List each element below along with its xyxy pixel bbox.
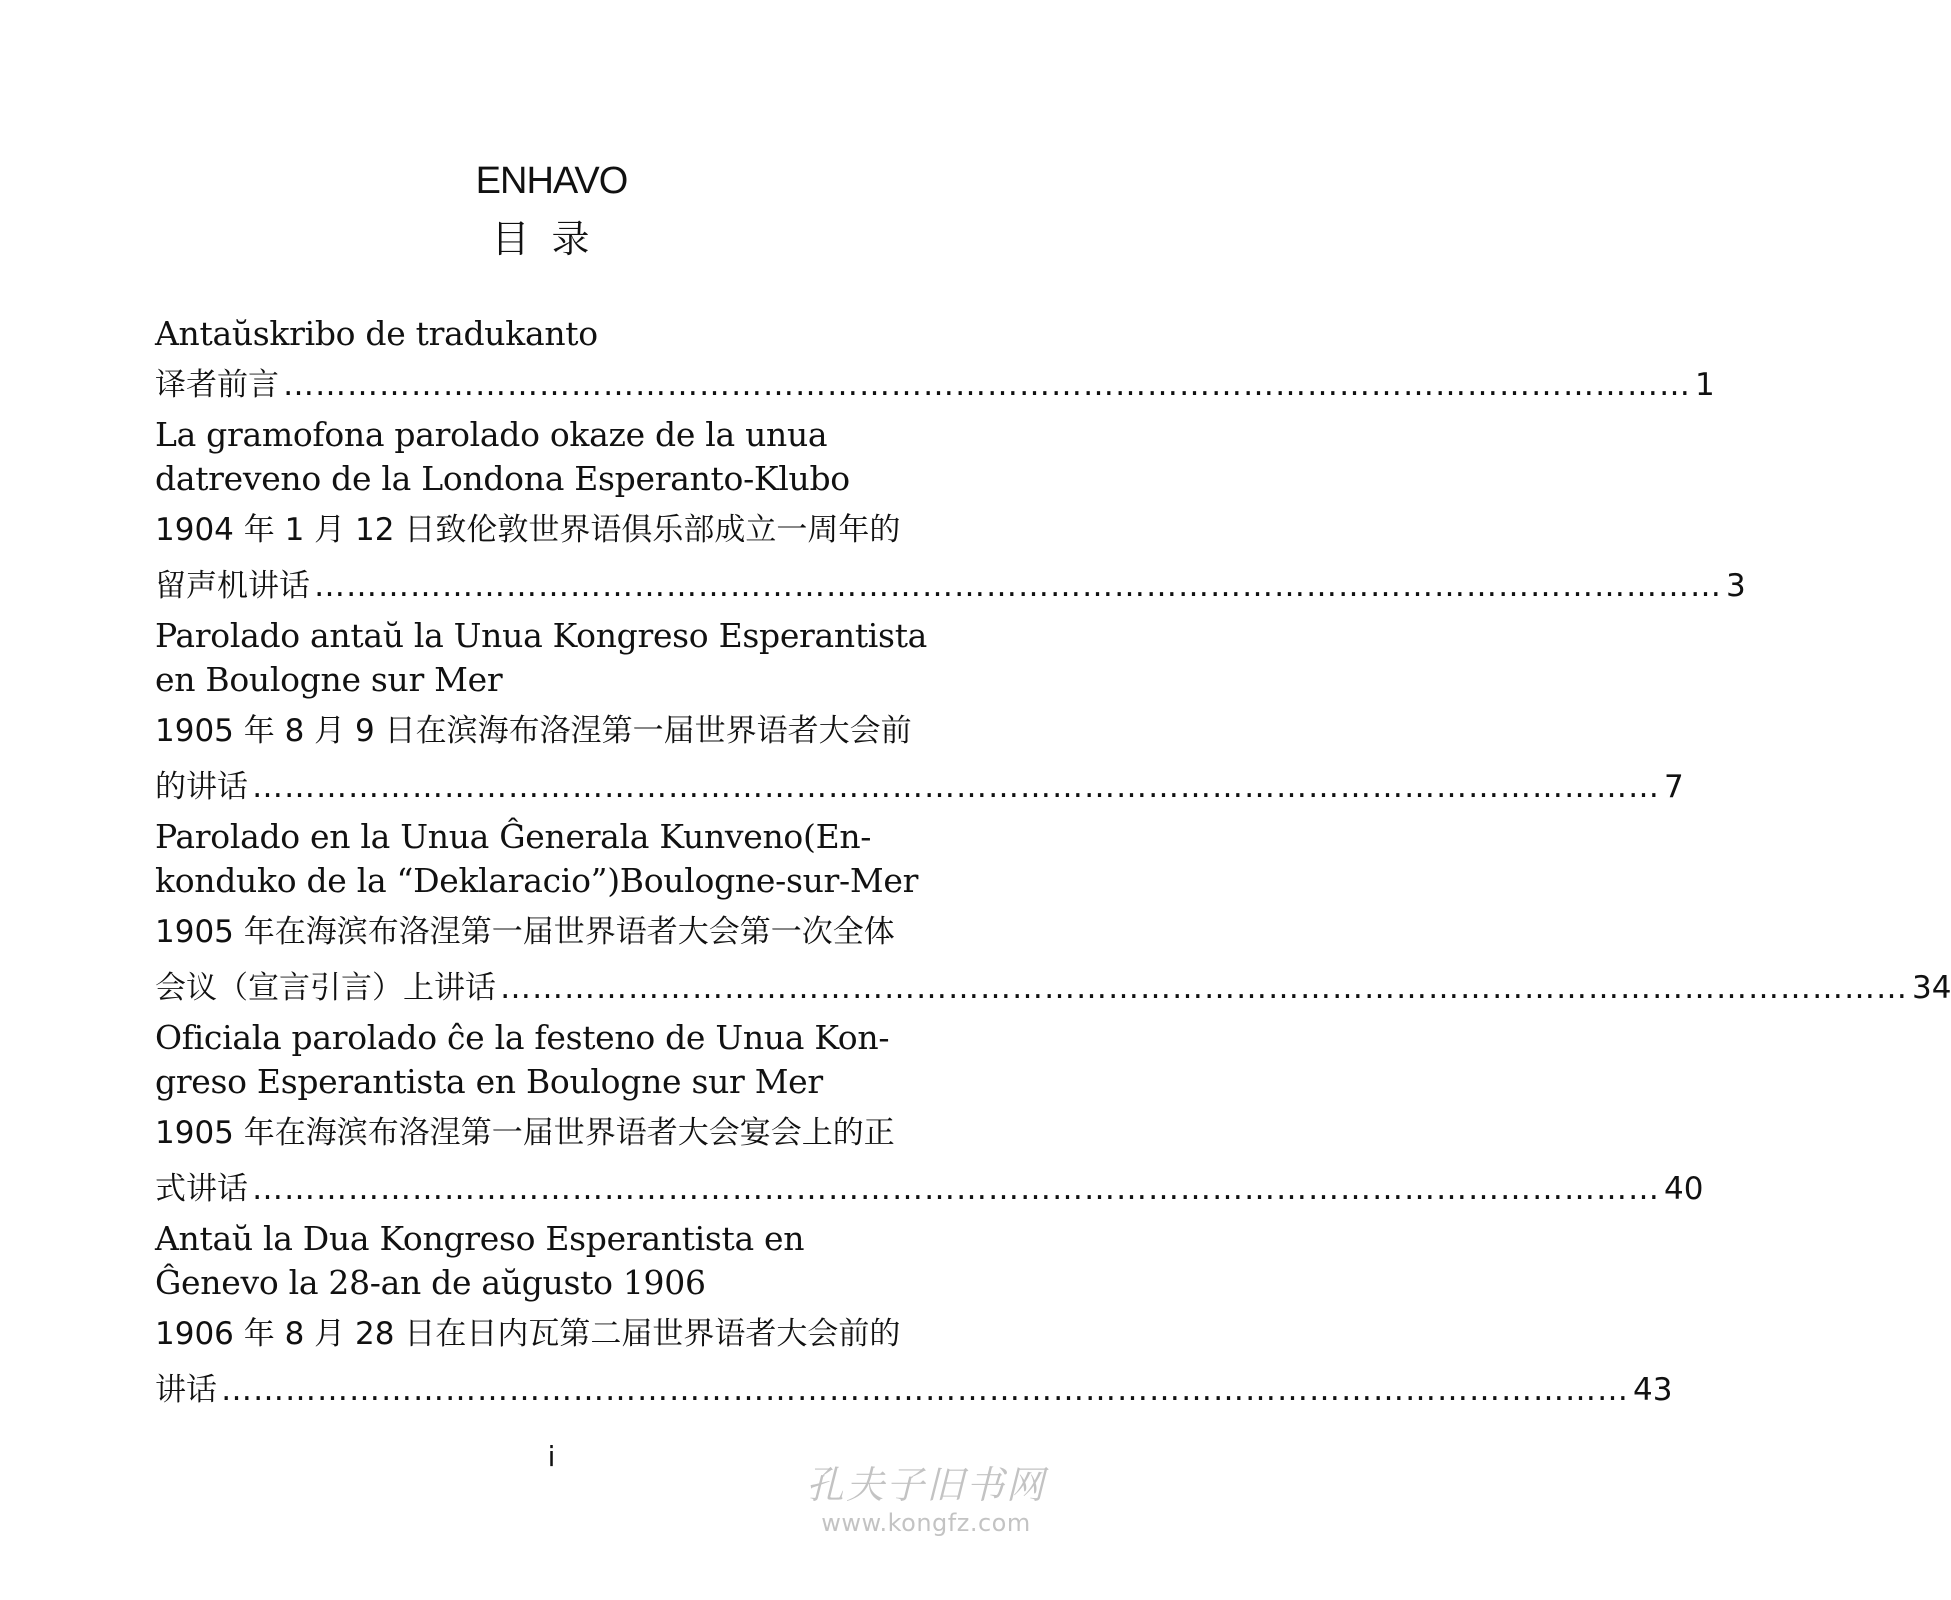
toc-entry[interactable]	[155, 413, 1746, 614]
entry-page-number: 43	[1633, 1371, 1673, 1408]
entry-title-eo: konduko de la “Deklaracio”)Boulogne-sur-Mer	[155, 861, 919, 900]
entry-page-number: 34	[1912, 969, 1951, 1006]
entry-page-number: 1	[1695, 366, 1715, 403]
dot-leader: ……………………………………………………………………………………………………………………	[252, 1170, 1660, 1207]
folio-page-number: i	[547, 1440, 556, 1473]
entry-title-eo: greso Esperantista en Boulogne sur Mer	[155, 1062, 823, 1101]
entry-title-zh: 留声机讲话	[155, 567, 310, 604]
entry-title-zh: 1906 年 8 月 28 日在日内瓦第二届世界语者大会前的	[155, 1315, 901, 1352]
watermark-url: www.kongfz.com	[821, 1509, 1031, 1537]
entry-title-eo: Parolado antaŭ la Unua Kongreso Esperantista	[155, 615, 928, 655]
watermark-logo-text: 孔夫子旧书网	[805, 1463, 1046, 1507]
entry-title-eo: Antaŭ la Dua Kongreso Esperantista en	[155, 1218, 805, 1258]
dot-leader: ……………………………………………………………………………………………………………………	[252, 768, 1660, 805]
entry-title-zh-line	[155, 357, 1715, 413]
entry-title-zh: 式讲话	[155, 1170, 248, 1207]
entry-page-number: 40	[1664, 1170, 1704, 1207]
page-title-zh: 目录	[491, 217, 612, 261]
entry-title-eo: La gramofona parolado okaze de la unua	[155, 414, 828, 454]
entry-title-zh: 1905 年 8 月 9 日在滨海布洛涅第一届世界语者大会前	[155, 712, 912, 749]
entry-title-zh: 1904 年 1 月 12 日致伦敦世界语俱乐部成立一周年的	[155, 511, 901, 548]
toc-entry[interactable]	[155, 1016, 1704, 1217]
entry-title-eo: Oficiala parolado ĉe la festeno de Unua Kon-	[155, 1017, 890, 1057]
dot-leader: ……………………………………………………………………………………………………………………	[283, 366, 1691, 403]
entry-title-eo: en Boulogne sur Mer	[155, 660, 503, 699]
entry-title-zh: 1905 年在海滨布洛涅第一届世界语者大会第一次全体	[155, 913, 895, 950]
entry-title-zh-line	[155, 558, 1746, 614]
table-of-contents	[155, 312, 1951, 1418]
dot-leader: ……………………………………………………………………………………………………………………	[221, 1371, 1629, 1408]
entry-title-zh: 讲话	[155, 1371, 217, 1408]
entry-title-eo: datreveno de la Londona Esperanto-Klubo	[155, 459, 850, 498]
entry-page-number: 3	[1726, 567, 1746, 604]
entry-title-zh: 译者前言	[155, 366, 279, 403]
toc-entry[interactable]	[155, 1217, 1673, 1418]
entry-title-eo: Ĝenevo la 28-an de aŭgusto 1906	[155, 1263, 706, 1302]
entry-title-eo: Parolado en la Unua Ĝenerala Kunveno(En-	[155, 816, 872, 856]
entry-title-zh-line	[155, 759, 1684, 815]
entry-title-zh: 1905 年在海滨布洛涅第一届世界语者大会宴会上的正	[155, 1114, 895, 1151]
dot-leader: ……………………………………………………………………………………………………………………	[314, 567, 1722, 604]
entry-title-zh: 的讲话	[155, 768, 248, 805]
entry-page-number: 7	[1664, 768, 1684, 805]
toc-entry[interactable]	[155, 312, 1715, 413]
entry-title-zh-line	[155, 1362, 1673, 1418]
entry-title-zh-line	[155, 1161, 1704, 1217]
toc-entry[interactable]	[155, 614, 1684, 815]
entry-title-zh: 会议（宣言引言）上讲话	[155, 969, 496, 1006]
entry-title-zh-line	[155, 960, 1951, 1016]
page-title-en: ENHAVO	[475, 160, 628, 202]
dot-leader: ……………………………………………………………………………………………………………………	[500, 969, 1908, 1006]
entry-title-eo: Antaŭskribo de tradukanto	[155, 314, 598, 353]
site-watermark	[801, 1462, 1051, 1538]
toc-entry[interactable]	[155, 815, 1951, 1016]
